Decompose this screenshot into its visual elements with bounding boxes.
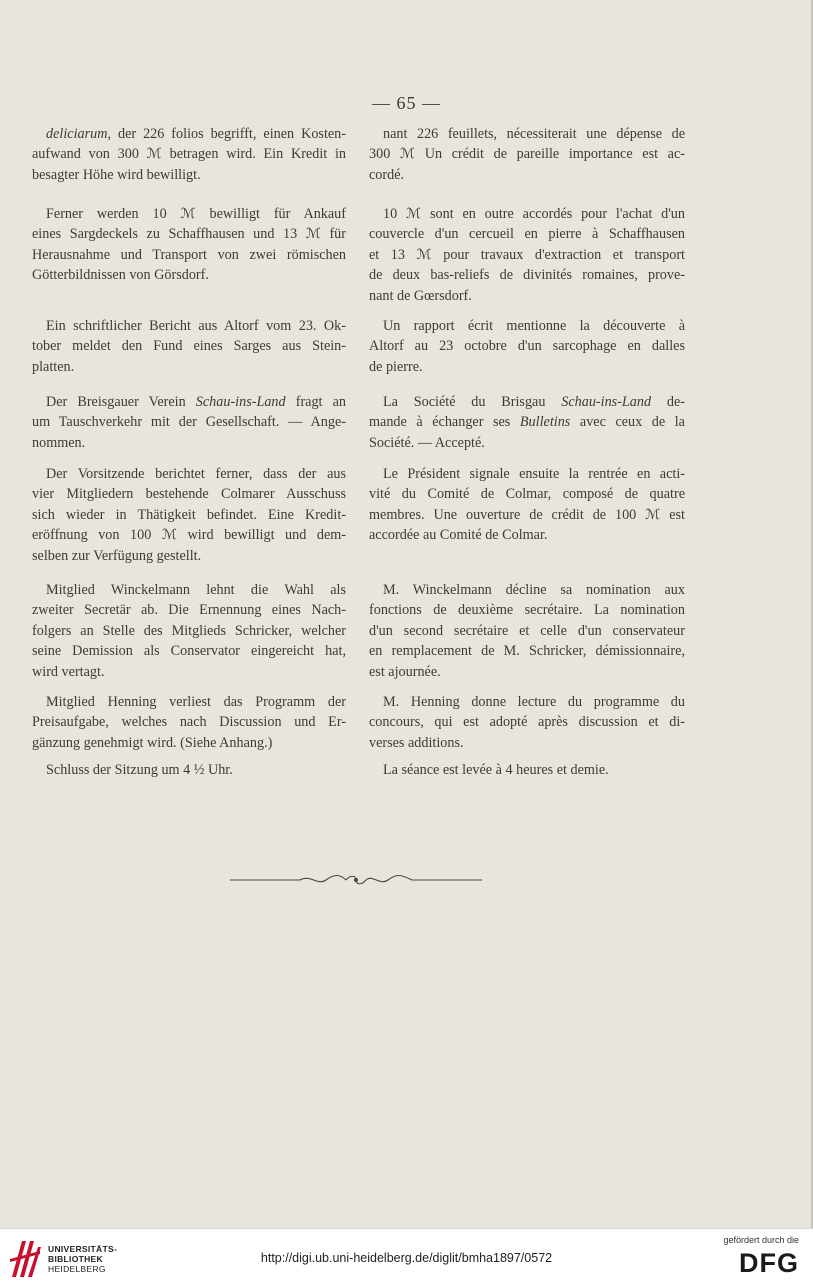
- italic-text: deliciarum: [46, 126, 108, 142]
- french-paragraph: [369, 392, 685, 453]
- german-text-line: [32, 733, 346, 753]
- text-run: Société. — Accepté.: [369, 434, 485, 451]
- french-text-line: [369, 505, 685, 525]
- text-run: nommen.: [32, 434, 86, 451]
- french-paragraph: [369, 316, 685, 377]
- text-run: Preisaufgabe, welches nach Discussion und Er-: [32, 714, 346, 731]
- french-text-line: [369, 641, 685, 661]
- french-text-line: [369, 336, 685, 356]
- french-text-line: [369, 760, 685, 780]
- text-run: besagter Höhe wird bewilligt.: [32, 166, 201, 183]
- french-paragraph: [369, 124, 685, 185]
- text-run: Un rapport écrit mentionne la découverte à: [383, 318, 685, 334]
- text-run: folgers an Stelle des Mitglieds Schricker, welcher: [32, 622, 346, 639]
- text-run: d'un second secrétaire et celle d'un conservateur: [369, 622, 685, 639]
- french-paragraph: [369, 580, 685, 682]
- french-text-line: [369, 357, 685, 377]
- text-run: concours, qui est adopté après discussion et di-: [369, 714, 685, 731]
- german-paragraph: [32, 124, 346, 185]
- french-text-line: [369, 580, 685, 600]
- french-text-line: [369, 484, 685, 504]
- german-text-line: [32, 662, 346, 682]
- text-run: La Société du Brisgau: [383, 394, 562, 410]
- library-name-line1: UNIVERSITÄTS-: [48, 1244, 118, 1254]
- text-run: vité du Comité de Colmar, composé de quatre: [369, 486, 685, 503]
- german-text-line: [32, 412, 346, 432]
- german-text-line: [32, 204, 346, 224]
- text-run: Altorf au 23 octobre d'un sarcophage en dalles: [369, 338, 685, 355]
- text-run: sich wieder in Thätigkeit befindet. Eine Kredit-: [32, 506, 346, 523]
- text-run: nant de Gœrsdorf.: [369, 287, 472, 304]
- text-run: , der 226 folios begrifft, einen Kosten-: [107, 126, 346, 142]
- text-run: Le Président signale ensuite la rentrée en acti-: [383, 466, 685, 482]
- text-run: La séance est levée à 4 heures et demie.: [383, 762, 609, 778]
- text-run: mande à échanger ses: [369, 414, 520, 431]
- german-text-line: [32, 621, 346, 641]
- german-paragraph: [32, 316, 346, 377]
- french-text-line: [369, 224, 685, 244]
- text-run: 300 ℳ Un crédit de pareille importance est ac-: [369, 146, 685, 163]
- french-text-line: [369, 733, 685, 753]
- german-text-line: [32, 336, 346, 356]
- text-run: M. Winckelmann décline sa nomination aux: [383, 582, 685, 598]
- german-text-line: [32, 433, 346, 453]
- french-text-line: [369, 662, 685, 682]
- german-text-line: [32, 692, 346, 712]
- german-text-line: [32, 357, 346, 377]
- german-text-line: [32, 505, 346, 525]
- text-run: fragt an: [285, 394, 346, 410]
- german-text-line: [32, 580, 346, 600]
- german-paragraph: [32, 392, 346, 453]
- text-run: zweiter Secretär ab. Die Ernennung eines Nach-: [32, 602, 346, 619]
- text-run: avec ceux de la: [570, 414, 685, 431]
- french-text-line: [369, 392, 685, 412]
- german-text-line: [32, 245, 346, 265]
- text-run: Schluss der Sitzung um 4 ½ Uhr.: [46, 762, 233, 778]
- german-text-line: [32, 392, 346, 412]
- german-text-line: [32, 316, 346, 336]
- text-run: fonctions de deuxième secrétaire. La nomination: [369, 602, 685, 619]
- french-text-line: [369, 286, 685, 306]
- text-run: vier Mitgliedern bestehende Colmarer Ausschuss: [32, 486, 346, 503]
- text-run: membres. Une ouverture de crédit de 100 ℳ est: [369, 506, 685, 523]
- text-run: Der Breisgauer Verein: [46, 394, 196, 410]
- text-run: gänzung genehmigt wird. (Siehe Anhang.): [32, 734, 273, 751]
- german-text-line: [32, 600, 346, 620]
- french-text-line: [369, 621, 685, 641]
- library-name-line2: BIBLIOTHEK: [48, 1254, 103, 1264]
- text-run: en remplacement de M. Schricker, démissionnaire,: [369, 643, 685, 660]
- text-run: selben zur Verfügung gestellt.: [32, 547, 202, 564]
- text-run: Mitglied Henning verliest das Programm der: [46, 694, 346, 710]
- german-text-line: [32, 224, 346, 244]
- text-run: Götterbildnissen von Görsdorf.: [32, 267, 209, 284]
- text-run: M. Henning donne lecture du programme du: [383, 694, 685, 710]
- text-run: tober meldet den Fund eines Sarges aus Stein-: [32, 338, 346, 355]
- text-run: um Tauschverkehr mit der Gesellschaft. — Ange-: [32, 414, 346, 431]
- ornamental-divider: [230, 872, 482, 888]
- german-paragraph: [32, 204, 346, 286]
- german-text-line: [32, 265, 346, 285]
- text-run: couvercle d'un cercueil en pierre à Schaffhausen: [369, 226, 685, 243]
- french-paragraph: [369, 464, 685, 546]
- viewer-footer: [0, 1228, 813, 1288]
- text-run: nant 226 feuillets, nécessiterait une dépense de: [383, 126, 685, 142]
- french-text-line: [369, 600, 685, 620]
- text-run: Ein schriftlicher Bericht aus Altorf vom 23. Ok-: [46, 318, 346, 334]
- text-run: de pierre.: [369, 358, 423, 375]
- text-run: est ajournée.: [369, 663, 441, 680]
- text-run: platten.: [32, 358, 75, 375]
- permalink-url[interactable]: http://digi.ub.uni-heidelberg.de/diglit/bmha1897/0572: [260, 1251, 553, 1265]
- sponsor-label: gefördert durch die: [723, 1235, 799, 1245]
- text-run: aufwand von 300 ℳ betragen wird. Ein Kredit in: [32, 146, 346, 163]
- dfg-logo: DFG: [739, 1248, 799, 1278]
- french-paragraph: [369, 760, 685, 780]
- french-paragraph: [369, 204, 685, 306]
- german-text-line: [32, 484, 346, 504]
- french-paragraph: [369, 692, 685, 753]
- french-text-line: [369, 144, 685, 164]
- text-run: Herausnahme und Transport von zwei römischen: [32, 246, 346, 263]
- french-text-line: [369, 464, 685, 484]
- german-text-line: [32, 546, 346, 566]
- french-text-line: [369, 165, 685, 185]
- text-run: Mitglied Winckelmann lehnt die Wahl als: [46, 582, 346, 598]
- french-text-line: [369, 265, 685, 285]
- text-run: verses additions.: [369, 734, 464, 751]
- text-run: Ferner werden 10 ℳ bewilligt für Ankauf: [46, 206, 346, 222]
- text-run: wird vertagt.: [32, 663, 105, 680]
- text-run: de deux bas-reliefs de divinités romaines, prove-: [369, 267, 685, 284]
- german-text-line: [32, 525, 346, 545]
- text-run: cordé.: [369, 166, 405, 183]
- text-run: et 13 ℳ pour travaux d'extraction et transport: [369, 246, 685, 263]
- french-text-line: [369, 316, 685, 336]
- german-paragraph: [32, 580, 346, 682]
- library-name-line3: HEIDELBERG: [48, 1264, 106, 1274]
- french-text-line: [369, 245, 685, 265]
- german-text-line: [32, 712, 346, 732]
- french-text-line: [369, 525, 685, 545]
- text-run: accordée au Comité de Colmar.: [369, 527, 548, 544]
- text-run: Der Vorsitzende berichtet ferner, dass der aus: [46, 466, 346, 482]
- german-text-line: [32, 165, 346, 185]
- german-paragraph: [32, 692, 346, 753]
- german-text-line: [32, 144, 346, 164]
- italic-text: Schau-ins-Land: [195, 394, 286, 410]
- german-paragraph: [32, 760, 346, 780]
- german-text-line: [32, 464, 346, 484]
- text-run: eröffnung von 100 ℳ wird bewilligt und dem-: [32, 527, 346, 544]
- german-text-line: [32, 124, 346, 144]
- italic-text: Schau-ins-Land: [561, 394, 652, 410]
- french-text-line: [369, 124, 685, 144]
- german-text-line: [32, 760, 346, 780]
- text-run: de-: [651, 394, 686, 410]
- text-run: seine Demission als Conservator eingereicht hat,: [32, 643, 346, 660]
- french-text-line: [369, 204, 685, 224]
- italic-text: Bulletins: [519, 414, 571, 431]
- german-paragraph: [32, 464, 346, 566]
- text-run: 10 ℳ sont en outre accordés pour l'achat d'un: [383, 206, 685, 222]
- german-text-line: [32, 641, 346, 661]
- french-text-line: [369, 692, 685, 712]
- french-text-line: [369, 433, 685, 453]
- page-number: — 65 —: [372, 93, 441, 113]
- french-text-line: [369, 712, 685, 732]
- french-text-line: [369, 412, 685, 432]
- text-run: eines Sargdeckels zu Schaffhausen und 13 ℳ für: [32, 226, 346, 243]
